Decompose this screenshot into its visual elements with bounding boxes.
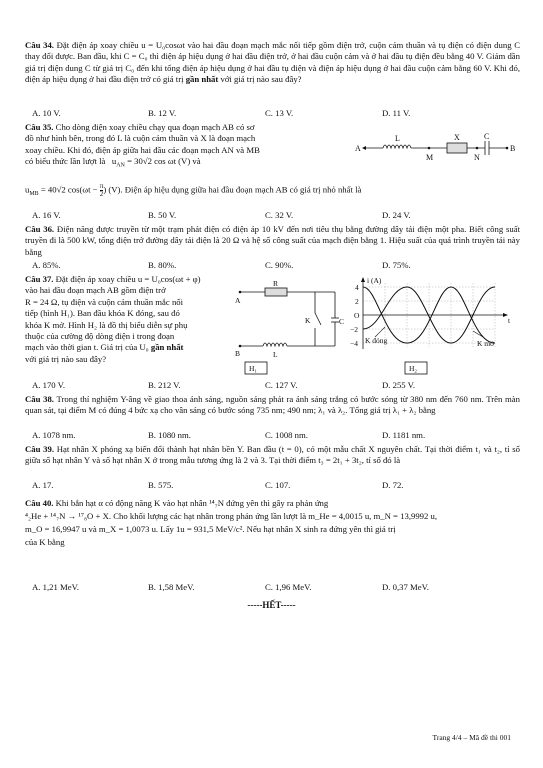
- question-line: Đặt điện áp xoay chiều u = U₀cos(ωt + φ): [55, 274, 201, 284]
- options-34: [32, 108, 512, 120]
- label-a: A: [355, 144, 361, 153]
- label-k: K: [305, 316, 311, 325]
- option-d[interactable]: D. 0,37 MeV.: [382, 582, 429, 592]
- question-number: Câu 35.: [25, 122, 54, 132]
- option-b[interactable]: B. 12 V.: [148, 108, 177, 118]
- tick-o: O: [354, 311, 360, 320]
- option-c[interactable]: C. 90%.: [265, 260, 294, 270]
- question-line: Khi bắn hạt α có động năng K vào hạt nhân ¹⁴₇N đứng yên thì gây ra phản ứng: [55, 498, 329, 508]
- question-line: xoay chiều. Khi đó, điện áp giữa hai đầu các đoạn mạch AN và MB: [25, 144, 260, 155]
- label-n: N: [474, 153, 480, 162]
- label-l: L: [273, 350, 278, 359]
- tick-2: 2: [355, 297, 359, 306]
- question-line: mạch vào thời gian t. Giá trị của U₀: [25, 342, 149, 353]
- label-h1: H₁: [249, 364, 258, 373]
- emphasis: gần nhất: [150, 342, 184, 353]
- option-a[interactable]: A. 170 V.: [32, 380, 65, 390]
- question-text: Điện năng được truyền từ một trạm phát điện có điện áp 10 kV đến nơi tiêu thụ bằng đường dây tải điện một pha. Biết công suất truyền đi là 500 kW, tổng điện trở đường dây tải điện là 20 Ω và hệ số công suất của mạch điện bằng 1. Hiệu suất của quá trình truyền tải này bằng: [25, 224, 521, 257]
- option-b[interactable]: B. 80%.: [148, 260, 177, 270]
- label-b: B: [235, 349, 241, 358]
- option-a[interactable]: A. 10 V.: [32, 108, 61, 118]
- question-text: Trong thí nghiệm Y-âng về giao thoa ánh sáng, nguồn sáng phát ra ánh sáng trắng có bước sóng từ 380 nm đến 760 nm. Trên màn quan sát, tại điểm M có đúng 4 bức xạ cho vân sáng có bước sóng 735 nm; 490 nm; λ₁ và λ₂. Tổng giá trị λ₁ + λ₂ bằng: [25, 394, 521, 416]
- question-number: Câu 38.: [25, 394, 54, 404]
- u-an: u: [111, 156, 117, 167]
- question-line: đồ như hình bên, trong đó L là cuộn cảm thuần và X là đoạn mạch: [25, 133, 256, 144]
- question-line: của K bằng: [25, 537, 65, 547]
- label-c: C: [484, 132, 490, 141]
- graph-37-h2: [345, 277, 520, 377]
- option-c[interactable]: C. 127 V.: [265, 380, 298, 390]
- label-a: A: [235, 296, 241, 305]
- option-b[interactable]: B. 212 V.: [148, 380, 181, 390]
- label-b: B: [510, 144, 516, 153]
- question-39: [25, 444, 520, 467]
- option-b[interactable]: B. 1080 nm.: [148, 430, 191, 440]
- option-a[interactable]: A. 17.: [32, 480, 54, 490]
- question-line: có biểu thức lần lượt là: [25, 156, 106, 167]
- u-mb: u: [25, 184, 30, 195]
- option-d[interactable]: D. 255 V.: [382, 380, 415, 390]
- option-c[interactable]: C. 13 V.: [265, 108, 294, 118]
- x-axis-label: t: [508, 316, 511, 325]
- emphasis: gần nhất: [185, 74, 219, 85]
- tick-minus-4: −4: [350, 339, 358, 348]
- question-35-expr: [25, 183, 520, 201]
- question-number: Câu 39.: [25, 444, 54, 454]
- label-r: R: [273, 280, 279, 288]
- option-a[interactable]: A. 85%.: [32, 260, 61, 270]
- option-a[interactable]: A. 1,21 MeV.: [32, 582, 79, 592]
- question-line: vào hai đầu đoạn mạch AB gồm điện trở: [25, 285, 166, 296]
- question-tail: với giá trị nào sau đây?: [220, 74, 302, 85]
- question-37: [25, 274, 230, 365]
- option-c[interactable]: C. 107.: [265, 480, 291, 490]
- u-mb-expr-tail: ) (V). Điện áp hiệu dụng giữa hai đầu đoạn mạch AB có giá trị nhỏ nhất là: [103, 184, 362, 195]
- end-mark: -----HẾT-----: [247, 600, 296, 610]
- question-35: [25, 122, 350, 172]
- question-line: R = 24 Ω, tụ điện và cuộn cảm thuần mắc nối: [25, 296, 184, 307]
- option-a[interactable]: A. 16 V.: [32, 210, 61, 220]
- u-mb-expr: = 40√2 cos(ωt −: [38, 184, 98, 195]
- tick-4: 4: [355, 283, 359, 292]
- u-an-sub: AN: [116, 162, 125, 169]
- option-d[interactable]: D. 11 V.: [382, 108, 411, 118]
- frac-den: 2: [99, 190, 104, 198]
- question-40: [25, 497, 520, 549]
- u-an-expr: = 30√2 cos ωt (V) và: [124, 156, 201, 167]
- options-37: [32, 380, 512, 392]
- question-line: Cho dòng điện xoay chiều chạy qua đoạn mạch AB có sơ: [55, 122, 255, 132]
- options-39: [32, 480, 512, 492]
- frac-num: π: [99, 182, 104, 190]
- label-l: L: [395, 134, 400, 143]
- arrow-up-icon: [361, 277, 365, 282]
- question-38: [25, 394, 520, 417]
- option-c[interactable]: C. 32 V.: [265, 210, 294, 220]
- question-number: Câu 40.: [25, 498, 54, 508]
- circuit-37-h1: [235, 280, 345, 380]
- question-line: thuộc của cường độ dòng điện i trong đoạn: [25, 331, 175, 342]
- question-34: [25, 40, 520, 86]
- question-36: [25, 224, 520, 258]
- tick-minus-2: −2: [350, 325, 358, 334]
- option-c[interactable]: C. 1,96 MeV.: [265, 582, 312, 592]
- question-text: Hạt nhân X phóng xạ biến đổi thành hạt nhân bền Y. Ban đầu (t = 0), có một mẫu chất X nguyên chất. Tại thời điểm t₁ và t₂, tỉ số giữa số hạt nhân Y và số hạt nhân X ở trong mẫu tương ứng là 2 và 3. Tại thời điểm t₃ = 2t₁ + 3t₂, tỉ số đó là: [25, 444, 520, 466]
- options-40: [32, 582, 512, 594]
- option-d[interactable]: D. 75%.: [382, 260, 411, 270]
- question-line: tiếp (hình H₁). Ban đầu khóa K đóng, sau đó: [25, 308, 180, 319]
- options-36: [32, 260, 512, 272]
- options-35: [32, 210, 512, 222]
- u-mb-sub: MB: [29, 191, 39, 198]
- option-c[interactable]: C. 1008 nm.: [265, 430, 308, 440]
- circuit-35: [355, 130, 520, 165]
- label-m: M: [426, 153, 434, 162]
- label-k-open: K mở: [477, 339, 495, 348]
- question-line: với giá trị nào sau đây?: [25, 353, 107, 364]
- option-b[interactable]: B. 50 V.: [148, 210, 177, 220]
- question-number: Câu 34.: [25, 40, 54, 50]
- label-h2: H₂: [409, 364, 418, 373]
- question-line: ⁴₂He + ¹⁴₇N → ¹⁷₈O + X. Cho khối lượng các hạt nhân trong phản ứng lần lượt là m_He = 4,0015 u, m_N = 13,9992 u,: [25, 511, 438, 521]
- label-k-closed: K đóng: [365, 336, 388, 345]
- option-d[interactable]: D. 24 V.: [382, 210, 411, 220]
- option-b[interactable]: B. 575.: [148, 480, 174, 490]
- option-b[interactable]: B. 1,58 MeV.: [148, 582, 195, 592]
- option-d[interactable]: D. 72.: [382, 480, 404, 490]
- arrow-icon: [362, 146, 366, 150]
- option-a[interactable]: A. 1078 nm.: [32, 430, 76, 440]
- question-line: khóa K mở. Hình H₂ là đồ thị biểu diễn sự phụ: [25, 319, 188, 330]
- question-text: Đặt điện áp xoay chiều u = U₀cosωt vào hai đầu đoạn mạch mắc nối tiếp gồm điện trở, cuộn cảm thuần và tụ điện có điện dung C thay đổi được. Ban đầu, khi C = C₀ thì điện áp hiệu dụng ở hai đầu điện trở, ở hai đầu cuộn cảm và ở hai đầu tụ điện đều bằng 40 V. Giảm dần giá trị điện dung C từ giá trị C₀ đến khi tổng điện áp hiệu dụng ở hai đầu tụ điện và điện áp hiệu dụng ở hai đầu cuộn cảm bằng 60 V. Khi đó, điện áp hiệu dụng ở hai đầu điện trở có giá trị: [25, 40, 520, 85]
- page-footer: Trang 4/4 – Mã đề thi 001: [432, 733, 511, 742]
- y-axis-label: i (A): [367, 277, 382, 285]
- label-c: C: [339, 317, 345, 326]
- option-d[interactable]: D. 1181 nm.: [382, 430, 426, 440]
- question-number: Câu 36.: [25, 224, 55, 234]
- question-line: m_O = 16,9947 u và m_X = 1,0073 u. Lấy 1u = 931,5 MeV/c². Nếu hạt nhân X sinh ra đứng yên thì giá trị: [25, 524, 396, 534]
- question-number: Câu 37.: [25, 274, 54, 284]
- options-38: [32, 430, 512, 442]
- label-x: X: [454, 133, 460, 142]
